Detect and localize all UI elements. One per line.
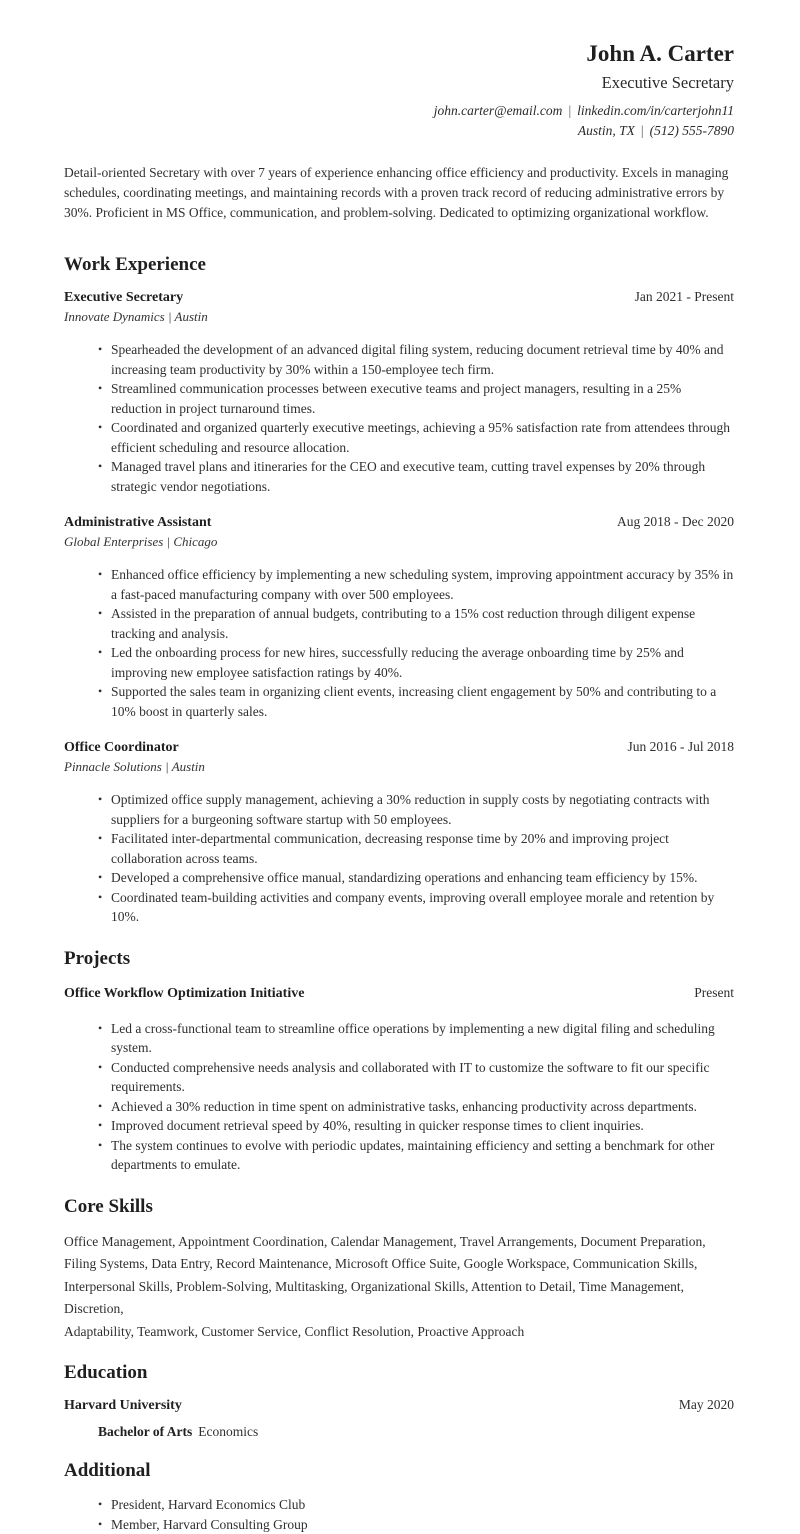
skills-list <box>64 1231 734 1344</box>
bullet-item: • Led the onboarding process for new hires, successfully reducing the average onboarding time by 25% and improving new employee satisfaction ratings by 40%. <box>111 643 734 682</box>
bullet-item: • Optimized office supply management, achieving a 30% reduction in supply costs by negotiating contracts with suppliers for a burgeoning software startup with 50 employees. <box>111 790 734 829</box>
professional-summary: Detail-oriented Secretary with over 7 years of experience enhancing office efficiency and productivity. Excels in managing schedules, coordinating meetings, and maintaining records with a proven track record of reducing administrative errors by 30%. Proficient in MS Office, communication, and problem-solving. Dedicated to optimizing organizational workflow. <box>64 163 734 223</box>
job-header <box>64 287 734 308</box>
additional-list <box>64 1495 734 1534</box>
job-dates: Aug 2018 - Dec 2020 <box>617 512 734 532</box>
job-company: Innovate Dynamics | Austin <box>64 308 734 326</box>
job-dates: Jan 2021 - Present <box>635 287 734 307</box>
job-bullets <box>64 340 734 496</box>
candidate-name: John A. Carter <box>64 40 734 68</box>
education-section <box>64 1361 734 1442</box>
bullet-item: • Spearheaded the development of an advanced digital filing system, reducing document retrieval time by 40% and increasing team productivity by 30% within a 150-employee tech firm. <box>111 340 734 379</box>
job-bullets <box>64 565 734 721</box>
project-bullets <box>64 1019 734 1175</box>
job-title: Executive Secretary <box>64 288 183 308</box>
job-company: Pinnacle Solutions | Austin <box>64 758 734 776</box>
education-header <box>64 1395 734 1416</box>
bullet-item: • Coordinated and organized quarterly executive meetings, achieving a 95% satisfaction rate from attendees through efficient scheduling and resource allocation. <box>111 418 734 457</box>
bullet-item: • Assisted in the preparation of annual budgets, contributing to a 15% cost reduction through diligent expense tracking and analysis. <box>111 604 734 643</box>
job-company: Global Enterprises | Chicago <box>64 533 734 551</box>
contact-line-location <box>64 121 734 141</box>
contact-separator: | <box>568 103 571 118</box>
education-entry <box>64 1395 734 1442</box>
bullet-item: • Facilitated inter-departmental communication, decreasing response time by 20% and improving project collaboration across teams. <box>111 829 734 868</box>
additional-item: • President, Harvard Economics Club <box>111 1495 734 1515</box>
project-title: Office Workflow Optimization Initiative <box>64 984 304 1004</box>
section-title-skills: Core Skills <box>64 1195 734 1219</box>
degree-line <box>64 1422 734 1442</box>
bullet-item: • Conducted comprehensive needs analysis and collaborated with IT to customize the software to fit our specific requirements. <box>111 1058 734 1097</box>
skills-section <box>64 1195 734 1344</box>
bullet-item: • Coordinated team-building activities and company events, improving overall employee morale and retention by 10%. <box>111 888 734 927</box>
contact-separator: | <box>641 123 644 138</box>
graduation-date: May 2020 <box>679 1395 734 1415</box>
bullet-item: • Led a cross-functional team to streamline office operations by implementing a new digital filing and scheduling system. <box>111 1019 734 1058</box>
bullet-item: • Developed a comprehensive office manual, standardizing operations and enhancing team efficiency by 15%. <box>111 868 734 888</box>
degree-field: Economics <box>198 1424 258 1439</box>
candidate-title: Executive Secretary <box>64 72 734 94</box>
email-link[interactable]: john.carter@email.com <box>434 103 563 118</box>
bullet-item: • Streamlined communication processes between executive teams and project managers, resulting in a 25% reduction in project turnaround times. <box>111 379 734 418</box>
bullet-item: • Managed travel plans and itineraries for the CEO and executive team, cutting travel expenses by 20% through strategic vendor negotiations. <box>111 457 734 496</box>
skills-line: Adaptability, Teamwork, Customer Service, Conflict Resolution, Proactive Approach <box>64 1321 734 1344</box>
job-entry <box>64 737 734 927</box>
bullet-item: • Improved document retrieval speed by 40%, resulting in quicker response times to client inquiries. <box>111 1116 734 1136</box>
project-header <box>64 983 734 1004</box>
skills-line: Office Management, Appointment Coordination, Calendar Management, Travel Arrangements, Document Preparation, <box>64 1231 734 1254</box>
bullet-item: • The system continues to evolve with periodic updates, maintaining efficiency and setting a benchmark for other departments to emulate. <box>111 1136 734 1175</box>
section-title-projects: Projects <box>64 947 734 971</box>
phone-text: (512) 555-7890 <box>650 123 734 138</box>
job-bullets <box>64 790 734 927</box>
skills-line: Interpersonal Skills, Problem-Solving, Multitasking, Organizational Skills, Attention to Detail, Time Management, Discretion, <box>64 1276 734 1321</box>
bullet-item: • Achieved a 30% reduction in time spent on administrative tasks, enhancing productivity across departments. <box>111 1097 734 1117</box>
job-title: Administrative Assistant <box>64 513 211 533</box>
project-dates: Present <box>694 983 734 1003</box>
section-title-additional: Additional <box>64 1459 734 1483</box>
projects-section <box>64 947 734 1175</box>
linkedin-link[interactable]: linkedin.com/in/carterjohn11 <box>577 103 734 118</box>
contact-line-online <box>64 101 734 121</box>
work-experience-section <box>64 253 734 927</box>
section-title-education: Education <box>64 1361 734 1385</box>
job-entry <box>64 512 734 721</box>
job-header <box>64 512 734 533</box>
bullet-item: • Enhanced office efficiency by implementing a new scheduling system, improving appointment accuracy by 35% in a fast-paced manufacturing company with over 500 employees. <box>111 565 734 604</box>
skills-line: Filing Systems, Data Entry, Record Maintenance, Microsoft Office Suite, Google Workspace, Communication Skills, <box>64 1253 734 1276</box>
job-entry <box>64 287 734 496</box>
job-title: Office Coordinator <box>64 738 179 758</box>
degree-name: Bachelor of Arts <box>98 1424 192 1439</box>
bullet-item: • Supported the sales team in organizing client events, increasing client engagement by 50% and contributing to a 10% boost in quarterly sales. <box>111 682 734 721</box>
location-text: Austin, TX <box>578 123 635 138</box>
job-dates: Jun 2016 - Jul 2018 <box>627 737 734 757</box>
resume-header <box>64 0 734 141</box>
school-name: Harvard University <box>64 1396 182 1416</box>
project-entry <box>64 983 734 1175</box>
section-title-work: Work Experience <box>64 253 734 277</box>
additional-item: • Member, Harvard Consulting Group <box>111 1515 734 1534</box>
job-header <box>64 737 734 758</box>
